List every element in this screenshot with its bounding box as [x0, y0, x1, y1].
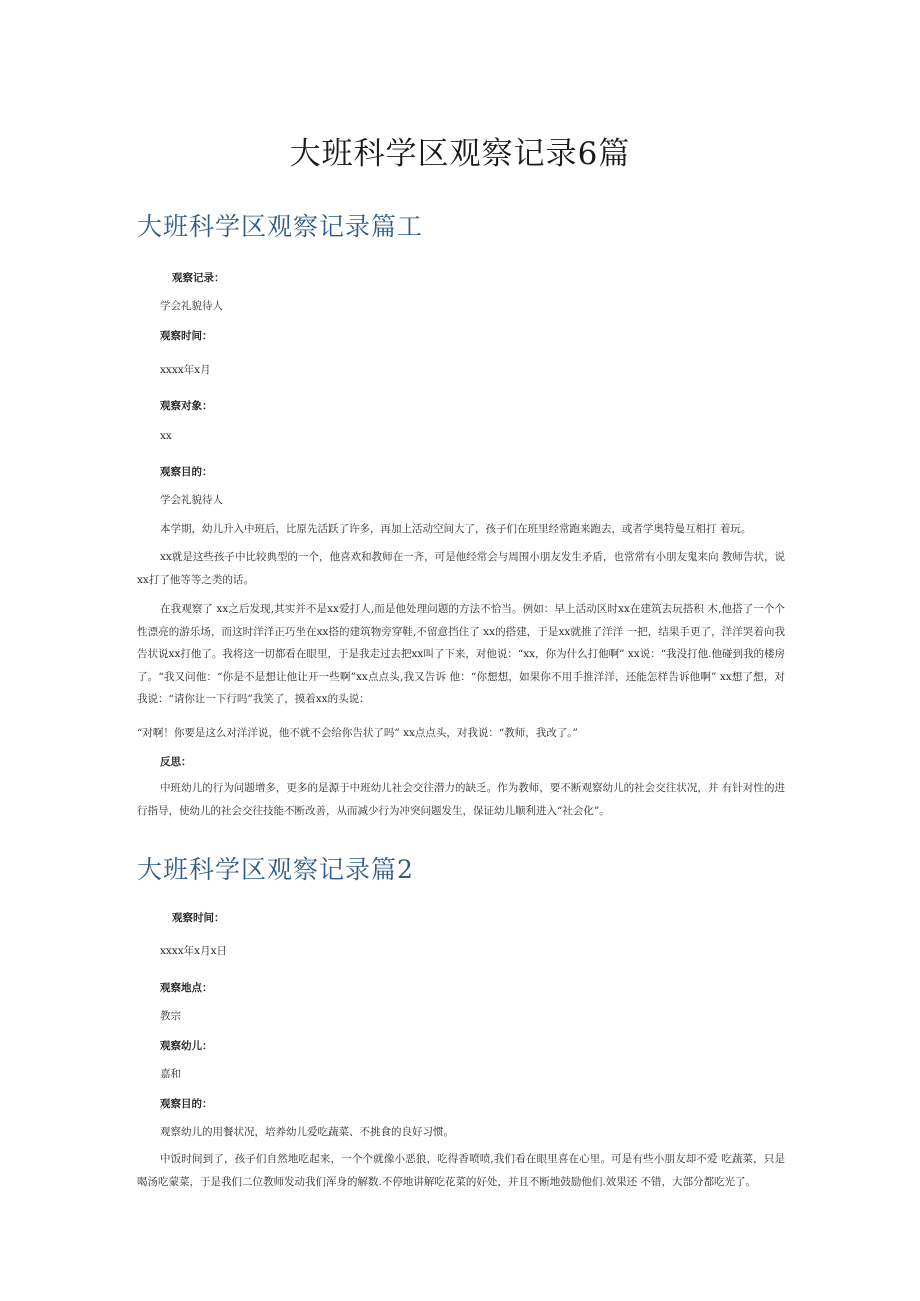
- s2-time-label: 观察时间：: [172, 912, 225, 924]
- section-2-title: 大班科学区观察记录篇2: [137, 855, 414, 884]
- time-label: 观察时间：: [160, 330, 213, 342]
- s2-child-label: 观察幼儿：: [160, 1040, 213, 1052]
- record-label: 观察记录：: [172, 272, 225, 284]
- paragraph-1: 本学期，幼儿升入中班后，比原先活跃了许多，再加上活动空间大了，孩子们在班里经常跑来跑去，或者学奥特曼互相打 着玩。: [160, 523, 752, 535]
- purpose-value: 学会礼貌待人: [160, 494, 223, 506]
- s2-paragraph: 中饭时间到了，孩子们自然地吃起来，一个个就像小恶狼，吃得香喷喷,我们看在眼里喜在心里。可是有些小朋友却不爱 吃蔬菜，只是喝汤吃蒙菜，于是我们二位教师发动我们浑身的解数.不停地讲解吃花菜的好处，并且不断地鼓励他们.效果还 不错，大部分都吃光了。: [137, 1153, 785, 1188]
- paragraph-3: 在我观察了 xx之后发现,其实并不是xx爱打人,而是他处理问题的方法不恰当。例如：早上活动区时xx在建筑去玩搭积 木,他搭了一个个性漂亮的游乐场，而这时洋洋正巧坐在xx搭的建筑物旁穿鞋,不留意挡住了 xx的搭建，于是xx就推了洋洋 一把，结果手更了，洋洋哭着向我告状说xx打他了。我将这一切都看在眼里，于是我走过去把xx叫了下来，对他说：“xx，你为什么打他啊” xx说：“我没打他.他碰到我的楼房了。“我又问他：“你是不是想让他让开一些啊”xx点点头,我又告诉 他：“你想想，如果你不用手推洋洋，还能怎样告诉他啊” xx想了想，对我说：“请你让一下行吗”我笑了，摸着xx的头说：: [137, 603, 785, 705]
- record-value: 学会礼貌待人: [160, 300, 223, 312]
- s2-purpose-value: 观察幼儿的用餐状况，培养幼儿爱吃蔬菜、不挑食的良好习惯。: [160, 1126, 454, 1138]
- s2-child-value: 嘉和: [160, 1068, 181, 1080]
- s2-place-label: 观察地点：: [160, 982, 213, 994]
- document-title: 大班科学区观察记录6篇: [289, 136, 631, 172]
- purpose-label: 观察目的：: [160, 466, 213, 478]
- section-1-title: 大班科学区观察记录篇工: [137, 212, 424, 241]
- time-value: xxxx年x月: [160, 364, 211, 376]
- reflection-label: 反思：: [160, 756, 192, 768]
- paragraph-2: xx就是这些孩子中比较典型的一个，他喜欢和教师在一齐，可是他经常会与周围小朋友发生矛盾，也常常有小朋友鬼来向 教师告状，说xx打了他等等之类的话。: [137, 551, 785, 586]
- subject-value: xx: [160, 430, 172, 442]
- s2-time-value: xxxx年x月x日: [160, 945, 228, 957]
- s2-place-value: 教宗: [160, 1010, 181, 1022]
- s2-purpose-label: 观察目的：: [160, 1098, 213, 1110]
- subject-label: 观察对象：: [160, 400, 213, 412]
- quote-line: “对啊！你要是这么对洋洋说，他不就不会给你告状了吗” xx点点头，对我说：“教师，我改了。”: [137, 727, 578, 739]
- reflection-text: 中班幼儿的行为问题增多，更多的是源于中班幼儿社会交往潜力的缺乏。作为教师，要不断观察幼儿的社会交往状况，并 有针对性的进行指导，使幼儿的社会交往技能不断改善，从而减少行为冲突问题发生，保证幼儿顺利进入“社会化”。: [137, 782, 785, 817]
